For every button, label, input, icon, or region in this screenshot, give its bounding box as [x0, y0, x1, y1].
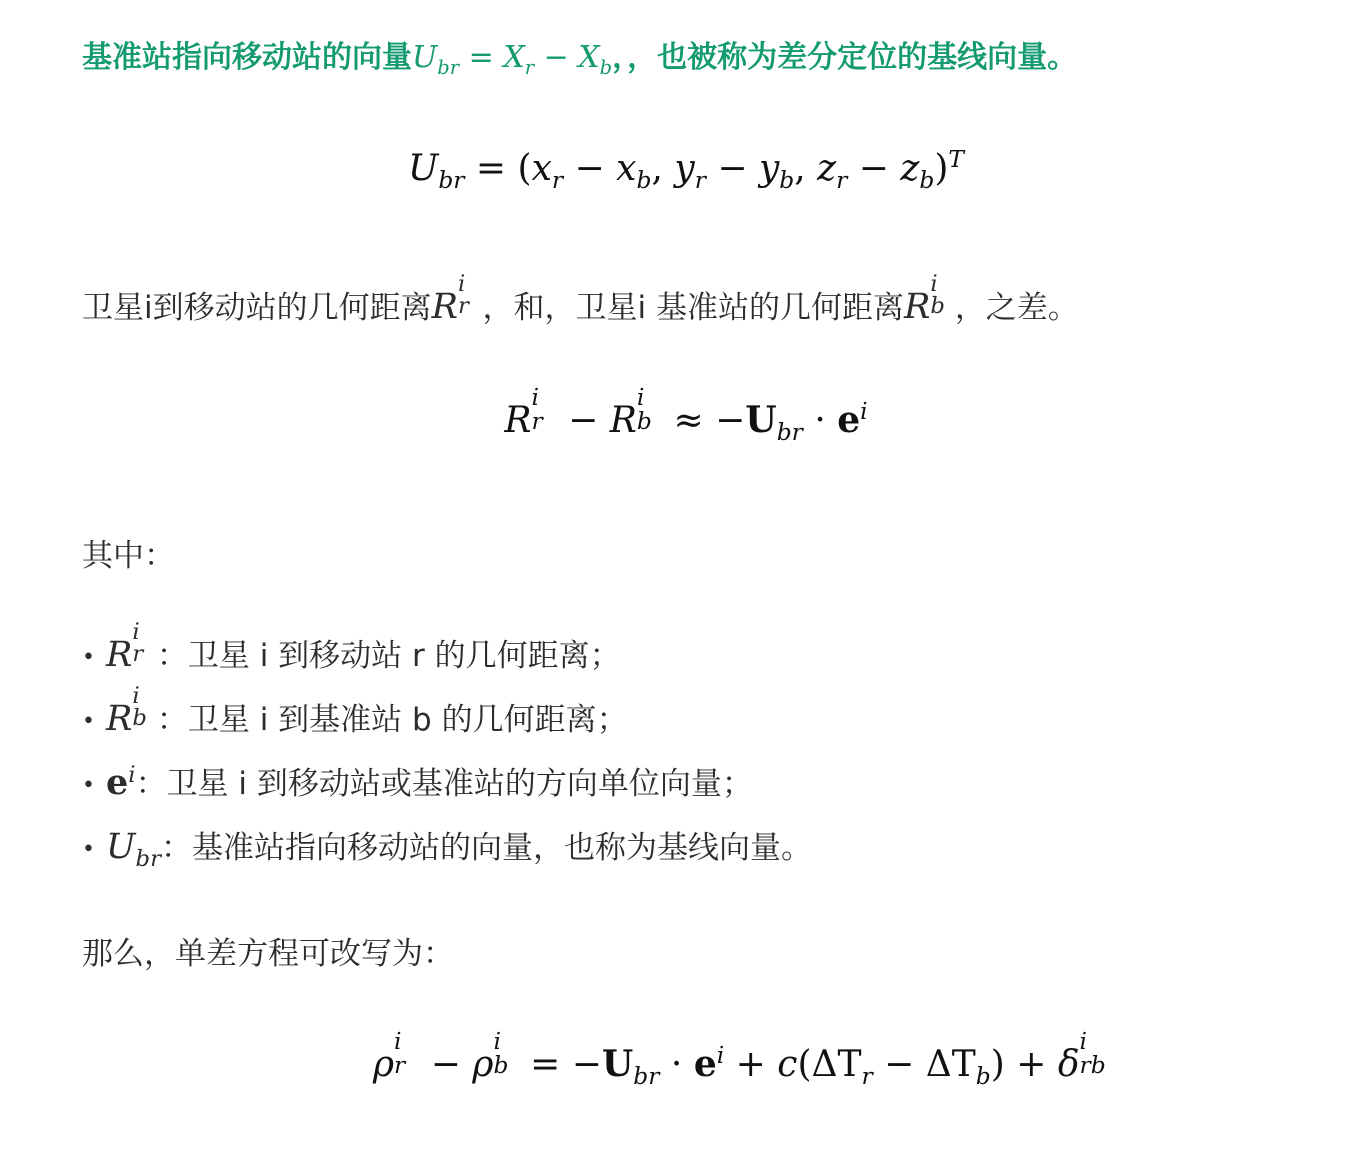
- symbol-unit-vector: $e^i$: [106, 761, 136, 803]
- distance-difference-paragraph: [82, 270, 1079, 327]
- where-label: 其中：: [82, 538, 175, 574]
- bullet-icon: •: [82, 773, 95, 798]
- para1-part-a: 卫星i到移动站的几何距离: [82, 290, 432, 326]
- bullet-icon: •: [82, 645, 95, 670]
- definition-text: ：基准站指向移动站的向量，也称为基线向量。: [160, 830, 812, 866]
- symbol-baseline-vector: $U_{br}$: [106, 827, 161, 872]
- para1-part-b: ，和，卫星i 基准站的几何距离: [482, 290, 904, 326]
- definition-text: ：卫星 i 到基准站 b 的几何距离；: [156, 702, 628, 738]
- definition-text: ：卫星 i 到移动站或基准站的方向单位向量；: [135, 766, 753, 802]
- bullet-icon: •: [82, 837, 95, 862]
- range-approximation-equation: R i r − R i b ≈ $-U_{br} \cdot e^i$: [504, 383, 868, 447]
- rewrite-intro: 那么，单差方程可改写为：: [82, 936, 454, 972]
- bullet-icon: •: [82, 709, 95, 734]
- list-item: [82, 682, 812, 758]
- range-base-symbol: R i b: [903, 270, 945, 327]
- symbol-definition-list: [82, 618, 812, 886]
- symbol-range-base: R i b: [106, 682, 147, 739]
- heading-text-before: 基准站指向移动站的向量: [82, 40, 412, 75]
- definition-text: ：卫星 i 到移动站 r 的几何距离；: [156, 638, 621, 674]
- list-item: [82, 618, 812, 694]
- heading-text-after: ，，也被称为差分定位的基线向量。: [612, 40, 1078, 75]
- list-item: [82, 822, 812, 886]
- list-item: [82, 758, 812, 822]
- baseline-vector-equation: $U_{br} = (x_r - x_b$, $y_r - y_b$, $z_r - z_b)^T$: [407, 145, 965, 195]
- para1-part-c: ，之差。: [954, 290, 1079, 326]
- heading-inline-formula: $U_{br} = X_r - X_b$: [412, 40, 613, 79]
- range-rover-symbol: R i r: [431, 270, 469, 327]
- symbol-range-rover: R i r: [106, 618, 144, 675]
- single-difference-equation: ρ i r − ρ i b = $-U_{br} \cdot e^i + c(\Delta T_r - \Delta T_b) + \delta$ i rb: [372, 1027, 1106, 1091]
- section-heading: [82, 32, 1312, 79]
